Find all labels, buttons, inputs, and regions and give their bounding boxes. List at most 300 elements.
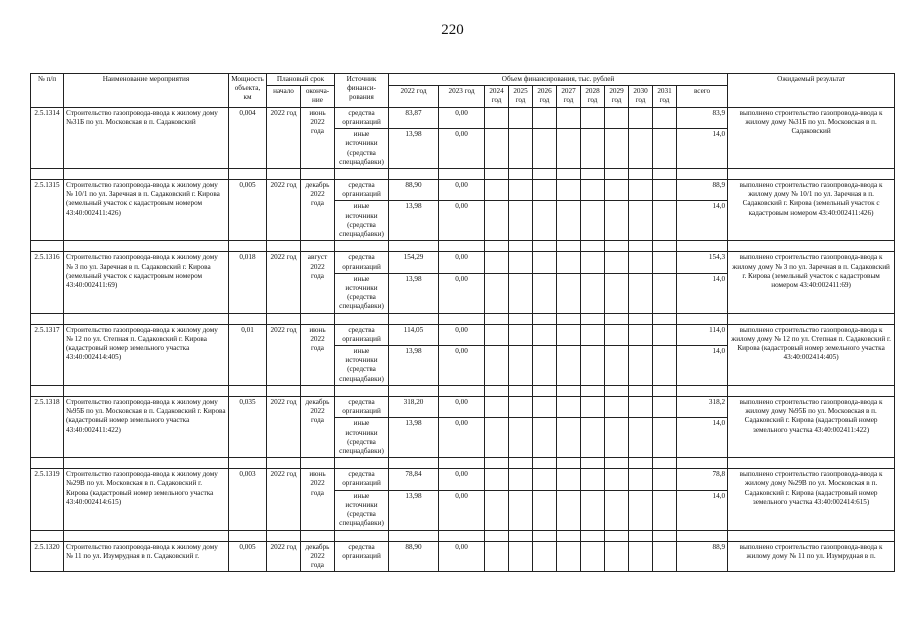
header-y2023: 2023 год — [439, 86, 485, 107]
row-total: 14,0 — [677, 201, 728, 241]
row-gap — [31, 313, 895, 324]
gap-cell — [229, 458, 267, 469]
row-number: 2.5.1319 — [31, 469, 64, 530]
gap-cell — [581, 313, 605, 324]
gap-cell — [31, 168, 64, 179]
row-value-2027 — [557, 418, 581, 458]
row-start: 2022 год — [267, 324, 301, 385]
gap-cell — [301, 458, 335, 469]
header-y2031: 2031 год — [653, 86, 677, 107]
gap-cell — [581, 385, 605, 396]
header-y2022: 2022 год — [389, 86, 439, 107]
table-row — [31, 541, 895, 572]
row-value-2030 — [629, 324, 653, 345]
row-value-2022: 78,84 — [389, 469, 439, 490]
row-value-2023: 0,00 — [439, 490, 485, 530]
row-value-2022: 88,90 — [389, 179, 439, 200]
row-value-2027 — [557, 490, 581, 530]
row-result: выполнено строительство газопровода-ввода к жилому дому № 10/1 по ул. Заречная в п. Садаковский г. Кирова (земельный участок с кадастровым номером 43:40:002411:426) — [728, 179, 895, 240]
row-value-2030 — [629, 252, 653, 273]
row-result: выполнено строительство газопровода-ввода к жилому дому № 11 по ул. Изумрудная в п. — [728, 541, 895, 572]
row-power: 0,004 — [229, 107, 267, 168]
row-value-2028 — [581, 396, 605, 417]
gap-cell — [605, 385, 629, 396]
row-value-2024 — [485, 418, 509, 458]
row-value-2026 — [533, 346, 557, 386]
row-value-2030 — [629, 396, 653, 417]
gap-cell — [267, 530, 301, 541]
gap-cell — [509, 168, 533, 179]
row-value-2028 — [581, 490, 605, 530]
gap-cell — [581, 241, 605, 252]
gap-cell — [31, 313, 64, 324]
row-end: декабрь 2022 года — [301, 541, 335, 572]
row-result: выполнено строительство газопровода-ввода к жилому дому №29В по ул. Московская в п. Садаковский г. Кирова (кадастровый номер земельного участка 43:40:002414:615) — [728, 469, 895, 530]
row-total: 88,9 — [677, 179, 728, 200]
gap-cell — [301, 168, 335, 179]
row-start: 2022 год — [267, 469, 301, 530]
gap-cell — [557, 530, 581, 541]
gap-cell — [653, 458, 677, 469]
gap-cell — [728, 385, 895, 396]
row-value-2022: 13,98 — [389, 201, 439, 241]
row-number: 2.5.1315 — [31, 179, 64, 240]
gap-cell — [389, 458, 439, 469]
row-value-2024 — [485, 201, 509, 241]
row-value-2030 — [629, 418, 653, 458]
row-value-2022: 13,98 — [389, 346, 439, 386]
row-value-2029 — [605, 418, 629, 458]
row-value-2026 — [533, 273, 557, 313]
table-row — [31, 107, 895, 128]
gap-cell — [64, 458, 229, 469]
row-value-2027 — [557, 273, 581, 313]
row-value-2023: 0,00 — [439, 469, 485, 490]
gap-cell — [301, 385, 335, 396]
row-total: 14,0 — [677, 273, 728, 313]
gap-cell — [485, 385, 509, 396]
row-gap — [31, 385, 895, 396]
row-value-2028 — [581, 252, 605, 273]
gap-cell — [728, 530, 895, 541]
gap-cell — [728, 313, 895, 324]
gap-cell — [728, 241, 895, 252]
row-value-2022: 114,05 — [389, 324, 439, 345]
table-row — [31, 252, 895, 273]
gap-cell — [389, 385, 439, 396]
row-total: 83,9 — [677, 107, 728, 128]
gap-cell — [439, 458, 485, 469]
row-source: средства организаций — [335, 324, 389, 345]
row-value-2030 — [629, 490, 653, 530]
row-source: иные источники (средства спецнадбавки) — [335, 201, 389, 241]
row-value-2026 — [533, 179, 557, 200]
row-total: 318,2 — [677, 396, 728, 417]
gap-cell — [605, 168, 629, 179]
row-value-2023: 0,00 — [439, 273, 485, 313]
header-plan: Плановый срок — [267, 74, 335, 86]
gap-cell — [439, 168, 485, 179]
row-value-2031 — [653, 252, 677, 273]
row-value-2031 — [653, 129, 677, 169]
row-value-2029 — [605, 324, 629, 345]
row-power: 0,018 — [229, 252, 267, 313]
gap-cell — [229, 241, 267, 252]
row-value-2025 — [509, 179, 533, 200]
gap-cell — [605, 313, 629, 324]
gap-cell — [728, 458, 895, 469]
gap-cell — [653, 313, 677, 324]
row-value-2031 — [653, 396, 677, 417]
header-y2030: 2030 год — [629, 86, 653, 107]
row-name: Строительство газопровода-ввода к жилому дому № 11 по ул. Изумрудная в п. Садаковский г. — [64, 541, 229, 572]
row-start: 2022 год — [267, 252, 301, 313]
gap-cell — [653, 168, 677, 179]
row-value-2030 — [629, 129, 653, 169]
row-start: 2022 год — [267, 179, 301, 240]
gap-cell — [509, 313, 533, 324]
row-power: 0,005 — [229, 179, 267, 240]
gap-cell — [629, 168, 653, 179]
gap-cell — [439, 241, 485, 252]
row-value-2025 — [509, 324, 533, 345]
row-power: 0,035 — [229, 396, 267, 457]
row-value-2028 — [581, 541, 605, 572]
gap-cell — [389, 241, 439, 252]
gap-cell — [301, 530, 335, 541]
row-value-2025 — [509, 490, 533, 530]
row-value-2022: 13,98 — [389, 129, 439, 169]
row-name: Строительство газопровода-ввода к жилому дому № 3 по ул. Заречная в п. Садаковский г. Кирова (земельный участок с кадастровым номером 43:40:002411:69) — [64, 252, 229, 313]
header-num: № п/п — [31, 74, 64, 108]
gap-cell — [439, 530, 485, 541]
row-value-2028 — [581, 469, 605, 490]
header-plan-end: оконча-ние — [301, 86, 335, 107]
row-total: 14,0 — [677, 418, 728, 458]
row-gap — [31, 458, 895, 469]
row-end: июнь 2022 года — [301, 469, 335, 530]
row-value-2025 — [509, 346, 533, 386]
row-value-2031 — [653, 201, 677, 241]
row-value-2023: 0,00 — [439, 107, 485, 128]
row-value-2031 — [653, 179, 677, 200]
row-total: 14,0 — [677, 129, 728, 169]
row-result: выполнено строительство газопровода-ввода к жилому дому №31Б по ул. Московская в п. Садаковский — [728, 107, 895, 168]
gap-cell — [557, 458, 581, 469]
row-source: иные источники (средства спецнадбавки) — [335, 273, 389, 313]
gap-cell — [335, 241, 389, 252]
gap-cell — [229, 313, 267, 324]
gap-cell — [629, 313, 653, 324]
row-value-2026 — [533, 396, 557, 417]
header-y2026: 2026 год — [533, 86, 557, 107]
row-value-2030 — [629, 346, 653, 386]
gap-cell — [439, 385, 485, 396]
gap-cell — [557, 385, 581, 396]
gap-cell — [64, 313, 229, 324]
row-end: декабрь 2022 года — [301, 179, 335, 240]
row-source: средства организаций — [335, 541, 389, 572]
row-name: Строительство газопровода-ввода к жилому дому № 12 по ул. Степная п. Садаковский г. Кирова (кадастровый номер земельного участка 43:40:002414:405) — [64, 324, 229, 385]
row-end: август 2022 года — [301, 252, 335, 313]
row-value-2022: 13,98 — [389, 490, 439, 530]
gap-cell — [509, 241, 533, 252]
gap-cell — [653, 530, 677, 541]
gap-cell — [335, 313, 389, 324]
row-value-2026 — [533, 129, 557, 169]
row-value-2025 — [509, 129, 533, 169]
row-gap — [31, 168, 895, 179]
header-y2028: 2028 год — [581, 86, 605, 107]
row-value-2027 — [557, 129, 581, 169]
gap-cell — [677, 530, 728, 541]
row-total: 154,3 — [677, 252, 728, 273]
row-source: средства организаций — [335, 469, 389, 490]
row-source: иные источники (средства спецнадбавки) — [335, 418, 389, 458]
row-source: средства организаций — [335, 107, 389, 128]
gap-cell — [485, 168, 509, 179]
gap-cell — [267, 385, 301, 396]
row-number: 2.5.1318 — [31, 396, 64, 457]
table-row — [31, 179, 895, 200]
gap-cell — [533, 530, 557, 541]
row-name: Строительство газопровода-ввода к жилому дому №31Б по ул. Московская в п. Садаковский — [64, 107, 229, 168]
row-power: 0,01 — [229, 324, 267, 385]
gap-cell — [677, 313, 728, 324]
row-value-2030 — [629, 273, 653, 313]
row-value-2030 — [629, 107, 653, 128]
gap-cell — [629, 458, 653, 469]
row-total: 114,0 — [677, 324, 728, 345]
gap-cell — [509, 385, 533, 396]
gap-cell — [557, 168, 581, 179]
table-row — [31, 324, 895, 345]
header-volume: Объем финансирования, тыс. рублей — [389, 74, 728, 86]
gap-cell — [677, 385, 728, 396]
row-value-2025 — [509, 252, 533, 273]
gap-cell — [653, 385, 677, 396]
gap-cell — [533, 168, 557, 179]
row-value-2024 — [485, 541, 509, 572]
row-end: июнь 2022 года — [301, 324, 335, 385]
row-value-2027 — [557, 107, 581, 128]
row-value-2029 — [605, 201, 629, 241]
row-value-2028 — [581, 346, 605, 386]
row-result: выполнено строительство газопровода-ввода к жилому дому № 3 по ул. Заречная в п. Садаковский г. Кирова (земельный участок с кадастровым номером 43:40:002411:69) — [728, 252, 895, 313]
table-row — [31, 469, 895, 490]
gap-cell — [64, 168, 229, 179]
row-value-2031 — [653, 107, 677, 128]
row-value-2028 — [581, 179, 605, 200]
gap-cell — [557, 313, 581, 324]
gap-cell — [301, 313, 335, 324]
gap-cell — [581, 458, 605, 469]
header-y2029: 2029 год — [605, 86, 629, 107]
row-total: 14,0 — [677, 490, 728, 530]
row-source: средства организаций — [335, 179, 389, 200]
row-value-2031 — [653, 346, 677, 386]
page-number: 220 — [441, 22, 464, 38]
row-value-2026 — [533, 252, 557, 273]
gap-cell — [229, 168, 267, 179]
header-y2027: 2027 год — [557, 86, 581, 107]
row-value-2024 — [485, 469, 509, 490]
row-value-2031 — [653, 469, 677, 490]
gap-cell — [629, 241, 653, 252]
row-value-2031 — [653, 490, 677, 530]
gap-cell — [64, 530, 229, 541]
row-value-2022: 88,90 — [389, 541, 439, 572]
row-value-2031 — [653, 273, 677, 313]
gap-cell — [509, 458, 533, 469]
header-name: Наименование мероприятия — [64, 74, 229, 108]
row-value-2025 — [509, 273, 533, 313]
row-value-2024 — [485, 396, 509, 417]
gap-cell — [677, 241, 728, 252]
row-gap — [31, 530, 895, 541]
header-power: Мощность объекта, км — [229, 74, 267, 108]
row-value-2024 — [485, 490, 509, 530]
row-start: 2022 год — [267, 396, 301, 457]
row-name: Строительство газопровода-ввода к жилому дому №95Б по ул. Московская в п. Садаковский г. Кирова (кадастровый номер земельного участка 43:40:002411:422) — [64, 396, 229, 457]
gap-cell — [64, 241, 229, 252]
row-gap — [31, 241, 895, 252]
row-value-2024 — [485, 252, 509, 273]
row-value-2022: 318,20 — [389, 396, 439, 417]
row-source: средства организаций — [335, 396, 389, 417]
row-value-2023: 0,00 — [439, 129, 485, 169]
gap-cell — [267, 241, 301, 252]
gap-cell — [335, 458, 389, 469]
gap-cell — [389, 530, 439, 541]
row-value-2023: 0,00 — [439, 201, 485, 241]
row-source: иные источники (средства спецнадбавки) — [335, 346, 389, 386]
row-value-2027 — [557, 201, 581, 241]
row-value-2027 — [557, 396, 581, 417]
gap-cell — [605, 458, 629, 469]
gap-cell — [267, 458, 301, 469]
row-value-2030 — [629, 201, 653, 241]
gap-cell — [31, 458, 64, 469]
row-value-2029 — [605, 396, 629, 417]
row-value-2028 — [581, 201, 605, 241]
gap-cell — [581, 530, 605, 541]
row-value-2027 — [557, 324, 581, 345]
gap-cell — [485, 313, 509, 324]
gap-cell — [629, 530, 653, 541]
row-value-2023: 0,00 — [439, 324, 485, 345]
row-value-2031 — [653, 418, 677, 458]
gap-cell — [267, 313, 301, 324]
gap-cell — [335, 168, 389, 179]
row-value-2030 — [629, 541, 653, 572]
row-value-2024 — [485, 179, 509, 200]
gap-cell — [485, 241, 509, 252]
row-value-2031 — [653, 541, 677, 572]
row-total: 78,8 — [677, 469, 728, 490]
row-value-2029 — [605, 273, 629, 313]
row-power: 0,005 — [229, 541, 267, 572]
header-source: Источник финанси-рования — [335, 74, 389, 108]
gap-cell — [439, 313, 485, 324]
row-value-2029 — [605, 346, 629, 386]
gap-cell — [677, 168, 728, 179]
gap-cell — [335, 385, 389, 396]
row-value-2022: 13,98 — [389, 418, 439, 458]
row-value-2030 — [629, 179, 653, 200]
row-value-2029 — [605, 129, 629, 169]
row-value-2023: 0,00 — [439, 179, 485, 200]
gap-cell — [485, 458, 509, 469]
header-total: всего — [677, 86, 728, 107]
row-value-2027 — [557, 541, 581, 572]
row-value-2029 — [605, 490, 629, 530]
row-value-2025 — [509, 469, 533, 490]
row-total: 14,0 — [677, 346, 728, 386]
row-number: 2.5.1316 — [31, 252, 64, 313]
row-value-2023: 0,00 — [439, 418, 485, 458]
row-value-2022: 13,98 — [389, 273, 439, 313]
row-end: июнь 2022 года — [301, 107, 335, 168]
row-start: 2022 год — [267, 107, 301, 168]
row-value-2025 — [509, 418, 533, 458]
row-value-2025 — [509, 541, 533, 572]
gap-cell — [389, 168, 439, 179]
table-row — [31, 396, 895, 417]
row-value-2030 — [629, 469, 653, 490]
header-y2025: 2025 год — [509, 86, 533, 107]
row-value-2029 — [605, 252, 629, 273]
row-value-2026 — [533, 490, 557, 530]
header-y2024: 2024 год — [485, 86, 509, 107]
row-value-2023: 0,00 — [439, 252, 485, 273]
row-result: выполнено строительство газопровода-ввода к жилому дому № 12 по ул. Степная п. Садаковский г. Кирова (кадастровый номер земельного участка 43:40:002414:405) — [728, 324, 895, 385]
row-value-2029 — [605, 541, 629, 572]
row-value-2026 — [533, 107, 557, 128]
gap-cell — [581, 168, 605, 179]
row-value-2029 — [605, 469, 629, 490]
gap-cell — [267, 168, 301, 179]
row-value-2026 — [533, 201, 557, 241]
row-number: 2.5.1317 — [31, 324, 64, 385]
row-start: 2022 год — [267, 541, 301, 572]
row-value-2029 — [605, 107, 629, 128]
row-value-2023: 0,00 — [439, 346, 485, 386]
row-value-2027 — [557, 469, 581, 490]
gap-cell — [301, 241, 335, 252]
row-source: средства организаций — [335, 252, 389, 273]
row-value-2024 — [485, 273, 509, 313]
gap-cell — [653, 241, 677, 252]
row-value-2028 — [581, 273, 605, 313]
row-value-2026 — [533, 541, 557, 572]
row-value-2027 — [557, 346, 581, 386]
row-value-2028 — [581, 418, 605, 458]
gap-cell — [533, 241, 557, 252]
row-name: Строительство газопровода-ввода к жилому дому №29В по ул. Московская в п. Садаковский г. Кирова (кадастровый номер земельного участка 43:40:002414:615) — [64, 469, 229, 530]
gap-cell — [335, 530, 389, 541]
row-number: 2.5.1314 — [31, 107, 64, 168]
row-number: 2.5.1320 — [31, 541, 64, 572]
row-value-2024 — [485, 107, 509, 128]
row-name: Строительство газопровода-ввода к жилому дому № 10/1 по ул. Заречная в п. Садаковский г. Кирова (земельный участок с кадастровым номером 43:40:002411:426) — [64, 179, 229, 240]
gap-cell — [533, 458, 557, 469]
gap-cell — [605, 530, 629, 541]
row-total: 88,9 — [677, 541, 728, 572]
row-value-2027 — [557, 179, 581, 200]
row-power: 0,003 — [229, 469, 267, 530]
row-value-2023: 0,00 — [439, 541, 485, 572]
